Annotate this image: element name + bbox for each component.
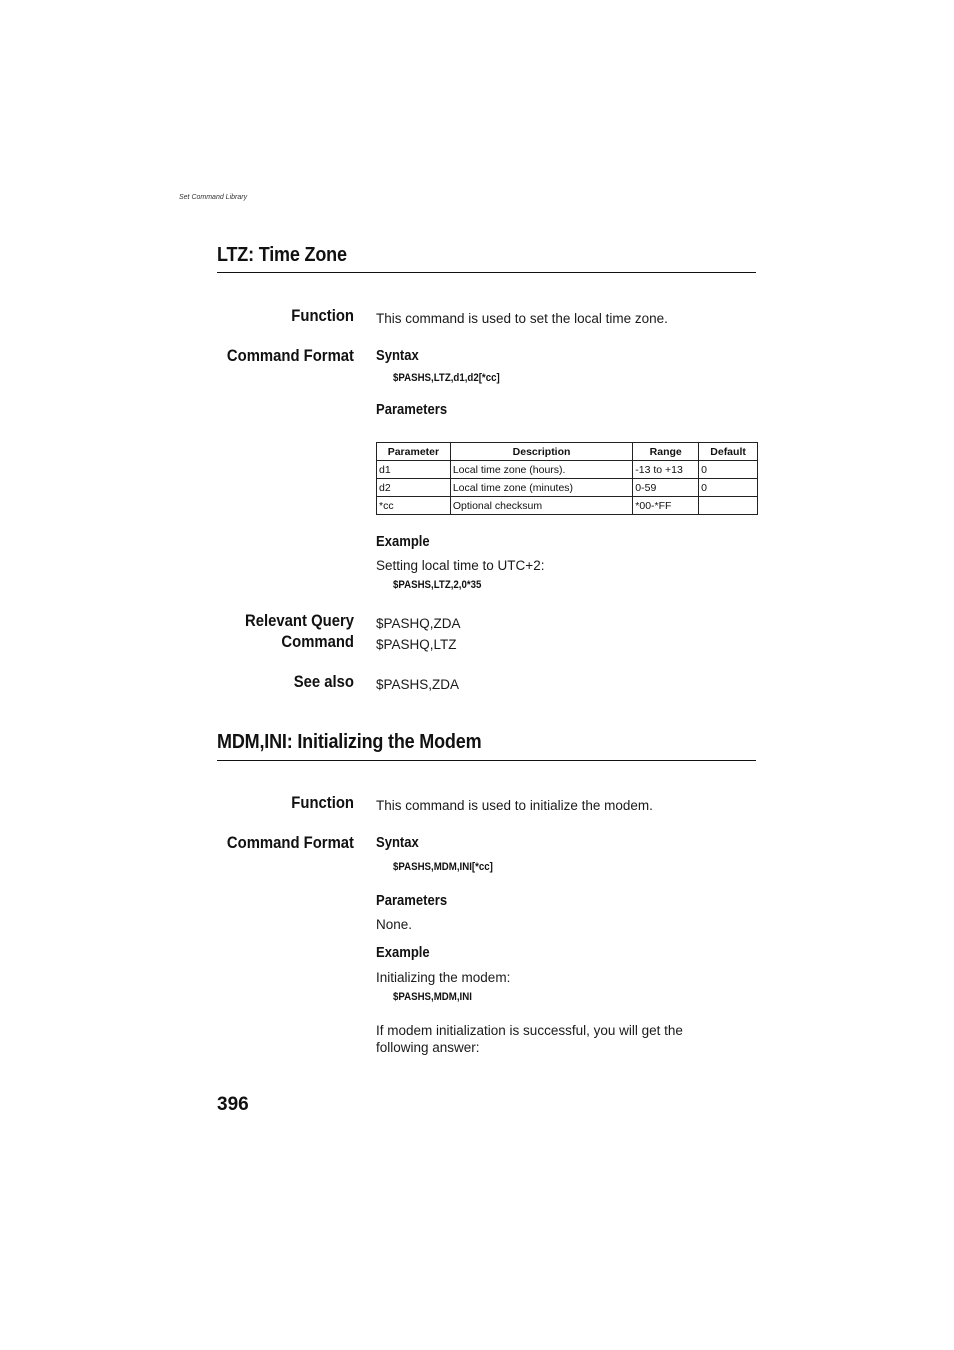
table-cell: *00-*FF [633,497,699,515]
table-row [377,461,758,479]
table-cell: 0 [699,461,758,479]
ltz-command-format-label: Command Format [226,347,354,365]
ltz-function-text: This command is used to set the local time zone. [376,311,668,326]
ltz-see-also-label: See also [293,673,354,691]
ltz-relevant-query-label: Relevant Query [245,612,354,630]
table-cell: d2 [377,479,451,497]
ltz-title-rule [217,272,756,273]
table-row [377,497,758,515]
mdm-syntax-label: Syntax [376,835,419,851]
ltz-parameters-table [376,442,758,515]
mdm-parameters-label: Parameters [376,893,448,909]
mdm-command-format-label: Command Format [226,834,354,852]
table-cell: Local time zone (hours). [450,461,632,479]
ltz-see-also-text: $PASHS,ZDA [376,677,460,692]
page-number: 396 [217,1094,249,1115]
mdm-function-text: This command is used to initialize the modem. [376,798,653,813]
table-cell: Optional checksum [450,497,632,515]
table-cell: d1 [377,461,451,479]
table-header-cell: Default [699,443,758,461]
table-cell: Local time zone (minutes) [450,479,632,497]
ltz-example-text: Setting local time to UTC+2: [376,558,545,573]
ltz-function-label: Function [291,307,354,325]
table-cell: -13 to +13 [633,461,699,479]
mdm-function-label: Function [291,794,354,812]
ltz-parameters-label: Parameters [376,402,448,418]
mdm-example-code: $PASHS,MDM,INI [393,991,472,1003]
running-head: Set Command Library [179,194,248,201]
table-cell: 0 [699,479,758,497]
mdm-result-text-line1: If modem initialization is successful, you will get the [376,1023,683,1038]
mdm-title-rule [217,760,756,761]
table-cell [699,497,758,515]
mdm-example-label: Example [376,945,430,961]
table-header-cell: Description [450,443,632,461]
mdm-section-title: MDM,INI: Initializing the Modem [217,731,482,753]
table-header-cell: Range [633,443,699,461]
ltz-section-title: LTZ: Time Zone [217,244,347,266]
table-row [377,479,758,497]
ltz-relevant-query-label-command: Command [281,633,354,651]
mdm-example-text: Initializing the modem: [376,970,511,985]
ltz-relevant-query-ltz: $PASHQ,LTZ [376,637,457,652]
table-cell: *cc [377,497,451,515]
ltz-syntax-label: Syntax [376,348,419,364]
table-header-row [377,443,758,461]
ltz-example-code: $PASHS,LTZ,2,0*35 [393,579,482,591]
mdm-parameters-text: None. [376,917,413,932]
table-header-cell: Parameter [377,443,451,461]
ltz-relevant-query-zda: $PASHQ,ZDA [376,616,461,631]
mdm-result-text-line2: following answer: [376,1040,480,1055]
mdm-syntax-code: $PASHS,MDM,INI[*cc] [393,861,493,873]
table-cell: 0-59 [633,479,699,497]
ltz-example-label: Example [376,534,430,550]
ltz-syntax-code: $PASHS,LTZ,d1,d2[*cc] [393,372,500,384]
